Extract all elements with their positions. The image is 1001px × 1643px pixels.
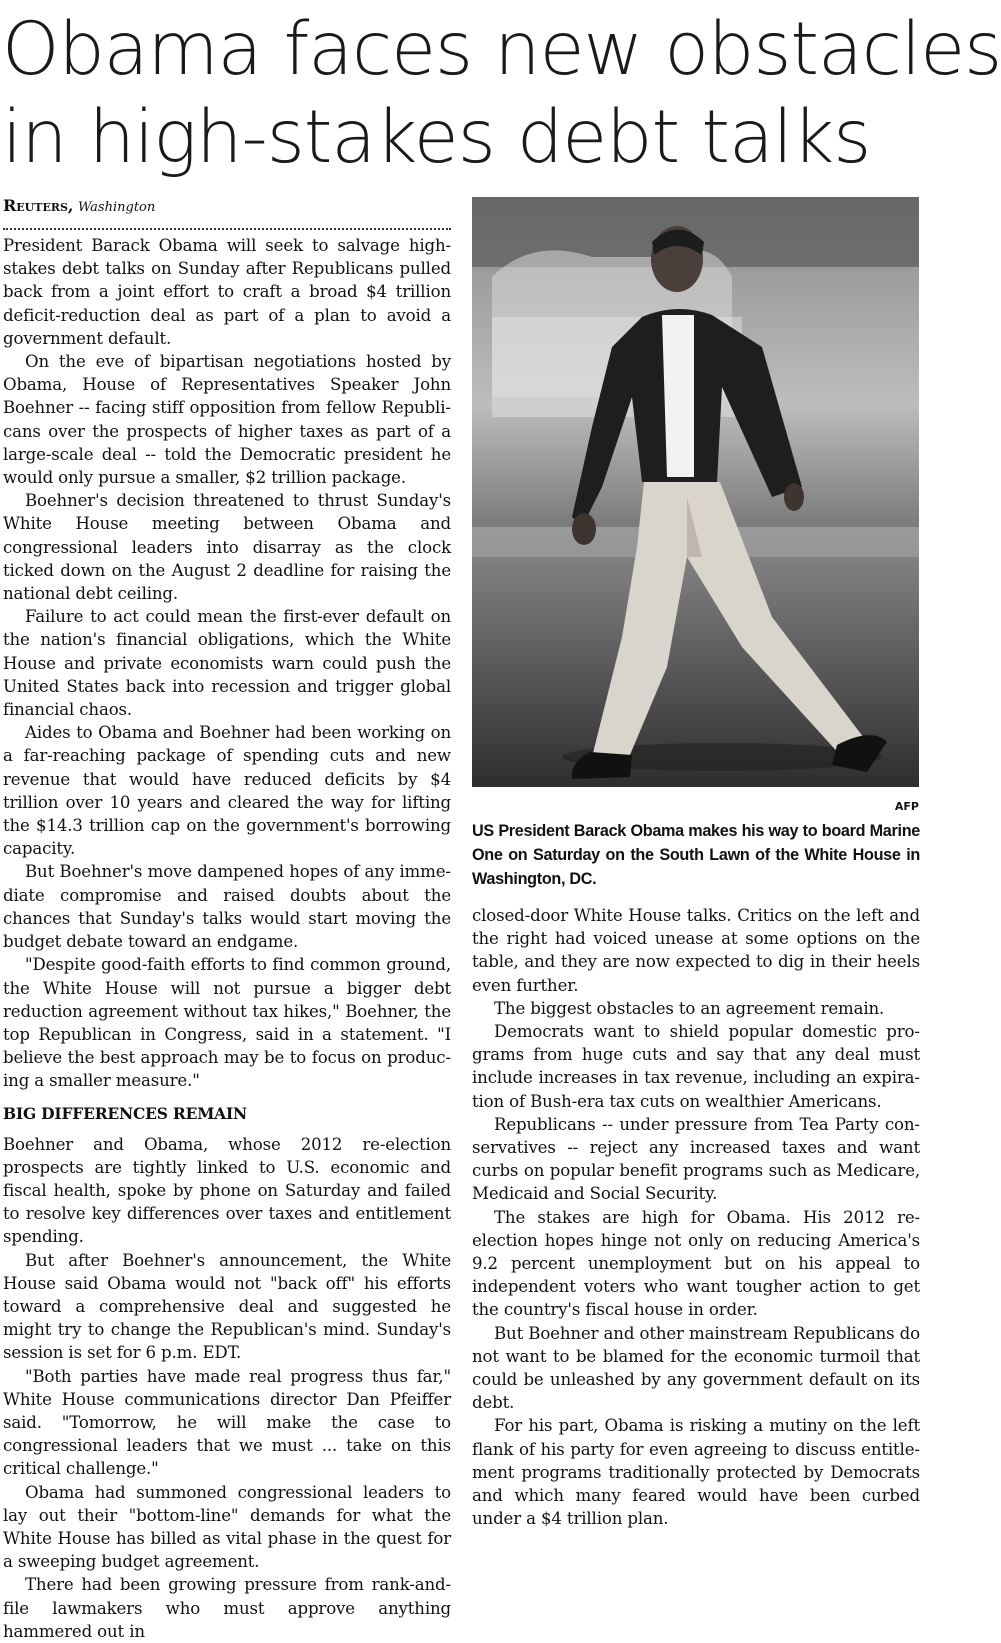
paragraph: Obama had summoned congressional leaders to lay out their "bottom-line" demands for what the White House has billed as vital phase in the quest for a sweeping budget agreement. [3,1482,451,1572]
dotted-divider [3,220,451,230]
paragraph: The stakes are high for Obama. His 2012 re-election hopes hinge not only on reducing America's 9.2 percent unemployment but on his appeal to independent voters who want tougher action to get the country's fiscal house in order. [472,1207,920,1320]
right-column [472,904,920,1529]
paragraph: Boehner and Obama, whose 2012 re-election prospects are tightly linked to U.S. economic and fiscal health, spoke by phone on Saturday and failed to resolve key differences over taxes and entitlement spending. [3,1134,451,1247]
paragraph: President Barack Obama will seek to salvage high-stakes debt talks on Sunday after Republicans pulled back from a joint effort to craft a broad $4 trillion deficit-reduction deal as part of a plan to avoid a government default. [3,236,451,348]
left-column [3,196,451,1641]
paragraph: "Both parties have made real progress thus far," White House communications director Dan Pfeiffer said. "Tomorrow, he will make the case to congressional leaders that we must ... take on this critical challenge." [3,1366,451,1479]
photo-caption: US President Barack Obama makes his way to board Marine One on Saturday on the South Lawn of the White House in Washington, DC. [472,822,920,888]
headline-line-2: in high-stakes debt talks [2,95,871,180]
paragraph: But after Boehner's announcement, the White House said Obama would not "back off" his efforts toward a comprehensive deal and suggested he might try to change the Republican's mind. Sunday's session is set for 6 p.m. EDT. [3,1250,451,1363]
paragraph: Aides to Obama and Boehner had been working on a far-reaching package of spending cuts and new revenue that would have reduced deficits by $4 trillion over 10 years and cleared the way for lifting the $14.3 trillion cap on the government's borrowing capacity. [3,723,451,859]
paragraph: For his part, Obama is risking a mutiny on the left flank of his party for even agreeing to discuss entitlement programs traditionally protected by Democrats and which many feared would have been curbed under a $4 trillion plan. [472,1416,920,1529]
byline-agency: Reuters, [3,196,74,215]
paragraph: closed-door White House talks. Critics on the left and the right had voiced unease at some options on the table, and they are now expected to dig in their heels even further. [472,906,920,995]
paragraph: The biggest obstacles to an agreement remain. [494,998,885,1018]
paragraph: But Boehner and other mainstream Republicans do not want to be blamed for the economic turmoil that could be unleashed by any government default on its debt. [472,1323,920,1413]
paragraph: Boehner's decision threatened to thrust Sunday's White House meeting between Obama and congressional leaders into disarray as the clock ticked down on the August 2 deadline for raising the national debt ceiling. [3,491,451,604]
photo-credit: AFP [894,800,919,813]
paragraph: There had been growing pressure from rank-and-file lawmakers who must approve anything hammered out in [3,1575,451,1641]
byline [3,196,451,218]
subheading: BIG DIFFERENCES REMAIN [3,1103,248,1123]
walking-man-illustration [472,197,919,787]
paragraph: On the eve of bipartisan negotiations hosted by Obama, House of Representatives Speaker John Boehner -- facing stiff opposition from fellow Republicans over the prospects of higher taxes as part of a large-scale deal -- told the Democratic president he would only pursue a smaller, $2 trillion package. [3,352,451,488]
paragraph: Failure to act could mean the first-ever default on the nation's financial obligations, which the White House and private economists warn could push the United States back into recession and trigger global financial chaos. [3,607,451,720]
paragraph: But Boehner's move dampened hopes of any immediate compromise and raised doubts about the chances that Sunday's talks would start moving the budget debate toward an endgame. [3,862,451,952]
headline [2,6,1001,182]
paragraph: "Despite good-faith efforts to find common ground, the White House will not pursue a bigger debt reduction agreement without tax hikes," Boehner, the top Republican in Congress, said in a statement. "I believe the best approach may be to focus on producing a smaller measure." [3,955,451,1091]
paragraph: Republicans -- under pressure from Tea Party conservatives -- reject any increased taxes and want curbs on popular benefit programs such as Medicare, Medicaid and Social Security. [472,1114,920,1204]
paragraph: Democrats want to shield popular domestic programs from huge cuts and say that any deal must include increases in tax revenue, including an expiration of Bush-era tax cuts on wealthier Americans. [472,1022,920,1111]
news-photo [472,197,919,787]
headline-line-1: Obama faces new obstacles [2,7,1001,92]
byline-place: Washington [77,200,156,215]
